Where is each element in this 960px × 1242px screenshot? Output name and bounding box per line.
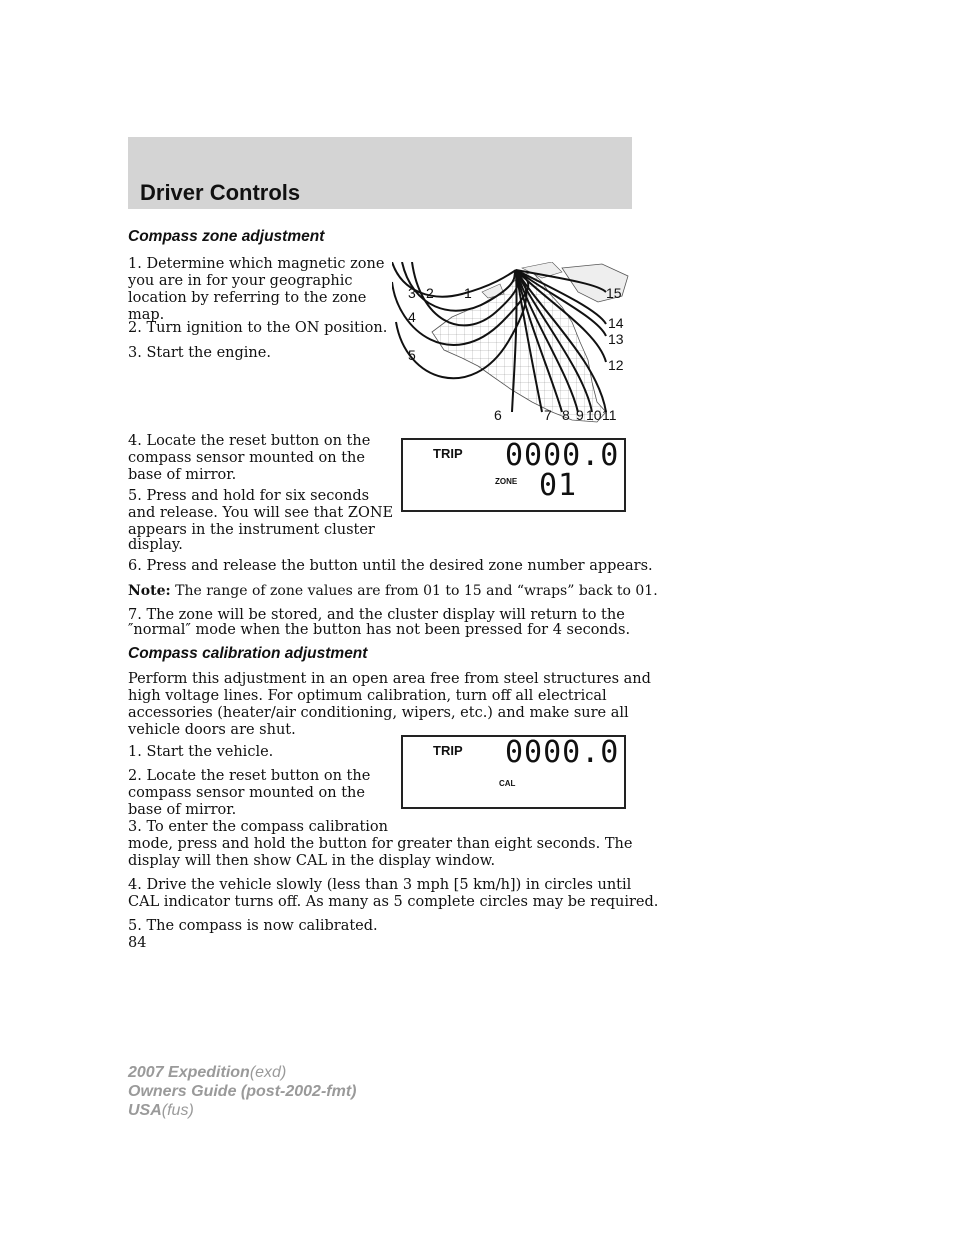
- step-line: map.: [128, 307, 165, 323]
- zone-label-13: 13: [608, 331, 624, 347]
- step-line: location by referring to the zone: [128, 290, 367, 306]
- zone-value: 01: [539, 468, 578, 503]
- step-line: 1. Determine which magnetic zone: [128, 256, 385, 272]
- cal-indicator: CAL: [499, 779, 516, 788]
- zone-label-7: 7: [544, 407, 552, 423]
- zone-label-1: 1: [464, 285, 472, 301]
- step-line: 4. Locate the reset button on the: [128, 433, 371, 449]
- zone-label-10: 10: [586, 407, 602, 423]
- cal-step-line: 1. Start the vehicle.: [128, 744, 274, 760]
- cal-step-line: mode, press and hold the button for greater than eight seconds. The: [128, 836, 633, 852]
- step-line: appears in the instrument cluster: [128, 522, 375, 538]
- cal-step-line: 3. To enter the compass calibration: [128, 819, 389, 835]
- footer: [128, 1063, 356, 1120]
- zone-label-2: 2: [426, 285, 434, 301]
- zone-display: [401, 438, 626, 512]
- note-text: The range of zone values are from 01 to 15 and “wraps” back to 01.: [175, 583, 658, 599]
- zone-label-12: 12: [608, 357, 624, 373]
- calibration-display: [401, 735, 626, 809]
- intro-line: accessories (heater/air conditioning, wipers, etc.) and make sure all: [128, 705, 629, 721]
- zone-label-4: 4: [408, 309, 416, 325]
- footer-market: USA: [128, 1102, 162, 1119]
- footer-model-code: (exd): [249, 1064, 287, 1081]
- zone-heading: Compass zone adjustment: [128, 228, 325, 245]
- zone-map: [392, 262, 632, 428]
- cal-step-line: display will then show CAL in the display window.: [128, 853, 496, 869]
- footer-model: 2007 Expedition: [128, 1064, 250, 1081]
- cal-step-line: 4. Drive the vehicle slowly (less than 3 mph [5 km/h]) in circles until: [128, 877, 632, 893]
- zone-label-15: 15: [606, 285, 622, 301]
- page-number: 84: [128, 935, 147, 951]
- step-line: and release. You will see that ZONE: [128, 505, 394, 521]
- zone-label-6: 6: [494, 407, 502, 423]
- footer-market-code: (fus): [161, 1102, 194, 1119]
- zone-label-3: 3: [408, 285, 416, 301]
- footer-line-1: [128, 1063, 356, 1082]
- step-line: 2. Turn ignition to the ON position.: [128, 320, 388, 336]
- step-line: 5. Press and hold for six seconds: [128, 488, 370, 504]
- step-line: 3. Start the engine.: [128, 345, 271, 361]
- zone-label-9: 9: [576, 407, 584, 423]
- cal-step-line: CAL indicator turns off. As many as 5 complete circles may be required.: [128, 894, 659, 910]
- zone-indicator: ZONE: [495, 477, 518, 486]
- step-line: 6. Press and release the button until the desired zone number appears.: [128, 558, 653, 574]
- odometer-readout: 0000.0: [505, 438, 620, 473]
- note: [128, 583, 658, 600]
- intro-line: high voltage lines. For optimum calibration, turn off all electrical: [128, 688, 607, 704]
- trip-label: TRIP: [433, 446, 463, 461]
- zone-label-8: 8: [562, 407, 570, 423]
- zone-label-5: 5: [408, 347, 416, 363]
- cal-step-line: 2. Locate the reset button on the: [128, 768, 371, 784]
- cal-step-line: base of mirror.: [128, 802, 237, 818]
- zone-label-14: 14: [608, 315, 624, 331]
- zone-label-11: 11: [602, 407, 617, 423]
- odometer-readout: 0000.0: [505, 735, 620, 770]
- intro-line: Perform this adjustment in an open area free from steel structures and: [128, 671, 651, 687]
- step-line: you are in for your geographic: [128, 273, 353, 289]
- step-line: ″normal″ mode when the button has not been pressed for 4 seconds.: [128, 622, 631, 638]
- trip-label: TRIP: [433, 743, 463, 758]
- footer-guide: Owners Guide (post-2002-fmt): [128, 1083, 357, 1100]
- footer-line-3: [128, 1101, 356, 1120]
- intro-line: vehicle doors are shut.: [128, 722, 296, 738]
- calibration-heading: Compass calibration adjustment: [128, 645, 368, 662]
- cal-step-line: compass sensor mounted on the: [128, 785, 365, 801]
- cal-step-line: 5. The compass is now calibrated.: [128, 918, 378, 934]
- note-label: Note:: [128, 583, 171, 599]
- step-line: 7. The zone will be stored, and the cluster display will return to the: [128, 607, 625, 623]
- step-line: display.: [128, 537, 183, 553]
- footer-line-2: [128, 1082, 356, 1101]
- section-title: Driver Controls: [140, 180, 301, 205]
- step-line: base of mirror.: [128, 467, 237, 483]
- step-line: compass sensor mounted on the: [128, 450, 365, 466]
